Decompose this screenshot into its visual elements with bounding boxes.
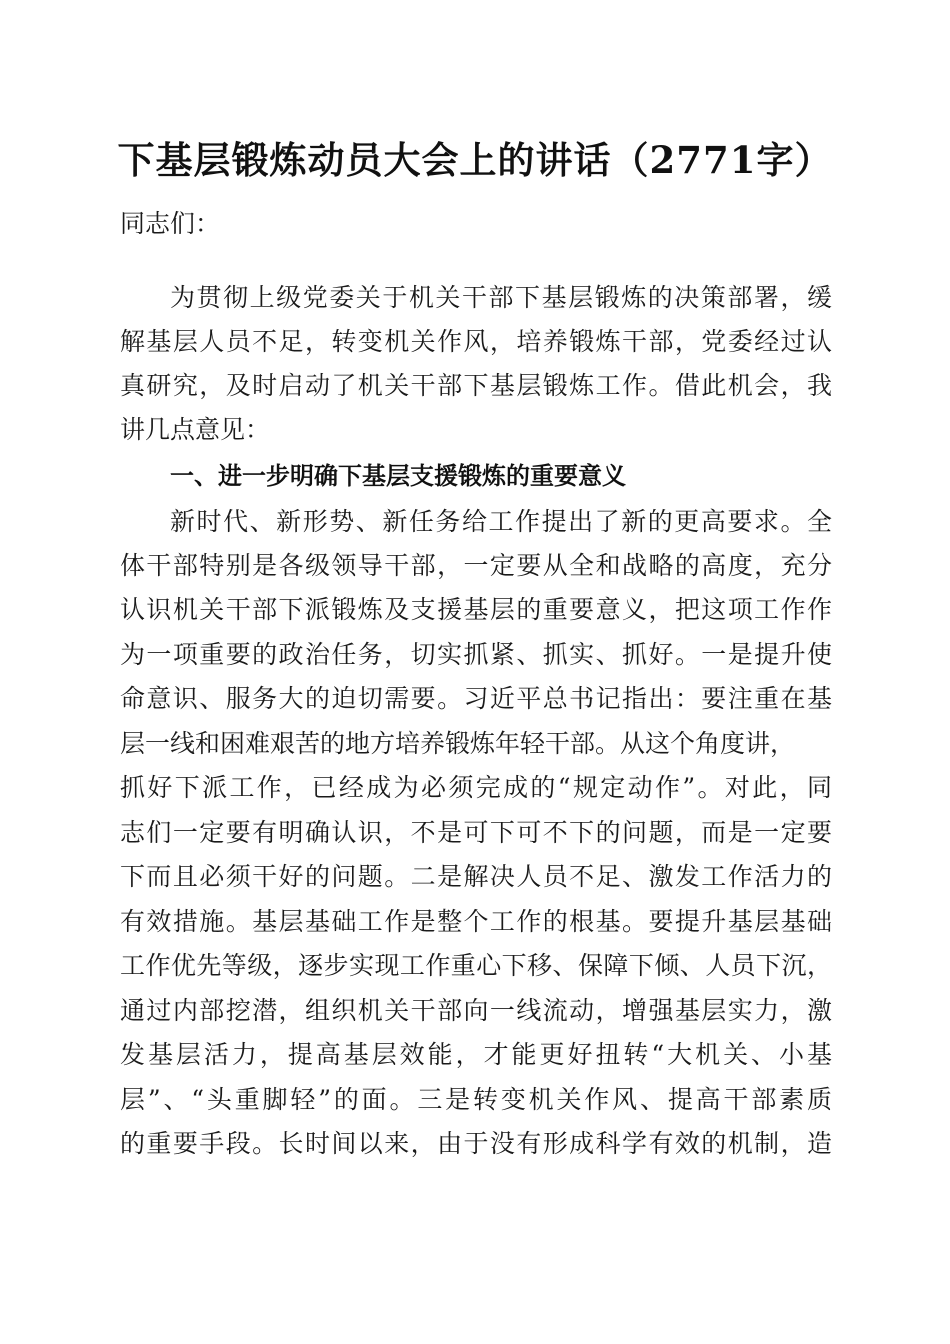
body-line: 下而且必须干好的问题。二是解决人员不足、激发工作活力的 xyxy=(120,862,832,891)
intro-line: 真研究，及时启动了机关干部下基层锻炼工作。借此机会，我 xyxy=(120,371,832,400)
body-line: 体干部特别是各级领导干部，一定要从全和战略的高度，充分 xyxy=(120,551,832,580)
body-line: 志们一定要有明确认识，不是可下可不下的问题，而是一定要 xyxy=(120,818,832,847)
body-line: 的重要手段。长时间以来，由于没有形成科学有效的机制，造 xyxy=(120,1129,832,1158)
body-line: 抓好下派工作，已经成为必须完成的“规定动作”。对此，同 xyxy=(120,773,832,802)
body-line: 通过内部挖潜，组织机关干部向一线流动，增强基层实力，激 xyxy=(120,996,832,1025)
section-heading: 一、进一步明确下基层支援锻炼的重要意义 xyxy=(170,462,626,490)
intro-line: 为贯彻上级党委关于机关干部下基层锻炼的决策部署，缓 xyxy=(170,283,832,312)
body-line: 层”、“头重脚轻”的面。三是转变机关作风、提高干部素质 xyxy=(120,1085,832,1114)
intro-line: 讲几点意见： xyxy=(120,415,271,444)
body-line: 层一线和困难艰苦的地方培养锻炼年轻干部。从这个角度讲， xyxy=(120,729,796,758)
body-line: 认识机关干部下派锻炼及支援基层的重要意义，把这项工作作 xyxy=(120,595,832,624)
body-line: 发基层活力，提高基层效能，才能更好扭转“大机关、小基 xyxy=(120,1040,832,1069)
body-line: 有效措施。基层基础工作是整个工作的根基。要提升基层基础 xyxy=(120,907,832,936)
body-line: 为一项重要的政治任务，切实抓紧、抓实、抓好。一是提升使 xyxy=(120,640,832,669)
body-line: 新时代、新形势、新任务给工作提出了新的更高要求。全 xyxy=(170,507,832,536)
intro-line: 解基层人员不足，转变机关作风，培养锻炼干部，党委经过认 xyxy=(120,327,832,356)
document-title: 下基层锻炼动员大会上的讲话（2771字） xyxy=(117,138,833,182)
body-line: 命意识、服务大的迫切需要。习近平总书记指出：要注重在基 xyxy=(120,684,832,713)
body-line: 工作优先等级，逐步实现工作重心下移、保障下倾、人员下沉， xyxy=(120,951,832,980)
salutation: 同志们： xyxy=(120,209,221,238)
